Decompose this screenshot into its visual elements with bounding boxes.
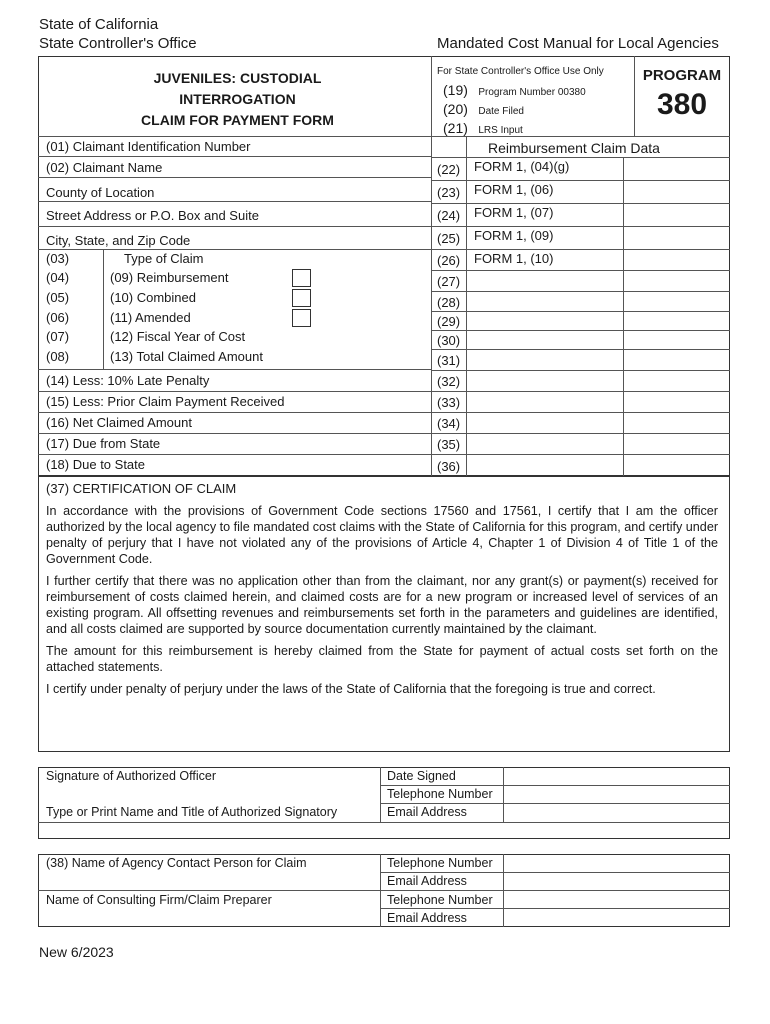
county-label: County of Location — [46, 185, 155, 200]
reimbursement-row-number: (23) — [437, 185, 461, 200]
claim-type-row-label: (09) Reimbursement — [110, 270, 229, 285]
claim-type-row-label: (13) Total Claimed Amount — [110, 349, 263, 364]
contact-telephone-label: Telephone Number — [387, 856, 493, 870]
reimbursement-row-label: FORM 1, (10) — [474, 251, 554, 266]
reimbursement-row-number: (32) — [437, 374, 461, 389]
program-number: 380 — [656, 88, 708, 121]
agency-contact-label: (38) Name of Agency Contact Person for Claim — [46, 856, 307, 870]
f20-row[interactable] — [443, 101, 524, 119]
reimbursement-row-number: (25) — [437, 231, 461, 246]
claim-type-row-label: (10) Combined — [110, 290, 196, 305]
reimbursement-row-number: (30) — [437, 333, 461, 348]
city-label: City, State, and Zip Code — [46, 233, 191, 248]
due-to-state-label: (18) Due to State — [46, 457, 145, 472]
f21-number: (21) — [443, 120, 468, 136]
combined-checkbox[interactable] — [292, 289, 311, 307]
telephone-label: Telephone Number — [387, 787, 493, 801]
reimbursement-row-number: (35) — [437, 437, 461, 452]
claimant-name-label: (02) Claimant Name — [46, 160, 163, 175]
reimbursement-row-value[interactable] — [624, 413, 729, 433]
late-penalty-label: (14) Less: 10% Late Penalty — [46, 373, 210, 388]
net-claimed-label: (16) Net Claimed Amount — [46, 415, 192, 430]
form-title — [130, 68, 345, 131]
certification-text — [46, 503, 718, 703]
street-label: Street Address or P.O. Box and Suite — [46, 208, 259, 223]
prior-payment-label: (15) Less: Prior Claim Payment Received — [46, 394, 285, 409]
consultant-email-label: Email Address — [387, 911, 467, 925]
reimbursement-row-value[interactable] — [624, 350, 729, 370]
reimbursement-row-value[interactable] — [624, 227, 729, 249]
reimbursement-row-value[interactable] — [624, 181, 729, 203]
due-from-state-label: (17) Due from State — [46, 436, 161, 451]
reimbursement-row-number: (31) — [437, 353, 461, 368]
claim-type-row-number: (07) — [46, 329, 70, 344]
contact-email-label: Email Address — [387, 874, 467, 888]
claim-type-row-label: Type of Claim — [124, 251, 204, 266]
reimbursement-heading: Reimbursement Claim Data — [488, 140, 660, 156]
consultant-telephone-label: Telephone Number — [387, 893, 493, 907]
reimbursement-row-value[interactable] — [624, 271, 729, 291]
claim-type-row-number: (03) — [46, 251, 70, 266]
reimbursement-row-number: (26) — [437, 253, 461, 268]
f20-label: Date Filed — [478, 106, 524, 117]
claim-type-row-number: (08) — [46, 349, 70, 364]
reimbursement-row-number: (24) — [437, 208, 461, 223]
reimbursement-row-label: FORM 1, (04)(g) — [474, 159, 570, 174]
reimbursement-row-number: (33) — [437, 395, 461, 410]
f21-label: LRS Input — [478, 125, 523, 136]
claimant-id-label: (01) Claimant Identification Number — [46, 139, 251, 154]
reimbursement-row-number: (27) — [437, 274, 461, 289]
email-label: Email Address — [387, 805, 467, 819]
date-signed-label: Date Signed — [387, 769, 456, 783]
reimbursement-row-value[interactable] — [624, 312, 729, 330]
certification-paragraph-4: I certify under penalty of perjury under the laws of the State of California that the foregoing is true and correct. — [46, 682, 656, 696]
contact-telephone-field[interactable] — [504, 855, 729, 872]
reimbursement-row-value[interactable] — [624, 331, 729, 349]
reimbursement-row-label: FORM 1, (09) — [474, 228, 554, 243]
reimbursement-row-value[interactable] — [624, 392, 729, 412]
reimbursement-row-number: (28) — [437, 295, 461, 310]
program-label: PROGRAM — [642, 67, 722, 84]
claim-type-row-number: (05) — [46, 290, 70, 305]
manual-title: Mandated Cost Manual for Local Agencies — [437, 35, 719, 52]
claim-type-row-label: (11) Amended — [110, 310, 191, 325]
certification-heading: (37) CERTIFICATION OF CLAIM — [46, 481, 237, 496]
claim-type-row-label: (12) Fiscal Year of Cost — [110, 329, 246, 344]
reimbursement-row-value[interactable] — [624, 434, 729, 454]
reimbursement-row-value[interactable] — [624, 250, 729, 270]
sco-use-only-label: For State Controller's Office Use Only — [437, 66, 604, 77]
certification-paragraph-3: The amount for this reimbursement is hereby claimed from the State for payment of actual costs set forth on the attached statements. — [46, 644, 718, 674]
form-title-line3: CLAIM FOR PAYMENT FORM — [141, 112, 334, 128]
f19-number: (19) — [443, 82, 468, 98]
claim-type-row-number: (06) — [46, 310, 70, 325]
f19-label: Program Number 00380 — [478, 87, 586, 98]
reimbursement-row-label: FORM 1, (06) — [474, 182, 554, 197]
contact-email-field[interactable] — [504, 873, 729, 890]
form-title-line2: INTERROGATION — [179, 91, 296, 107]
telephone-field[interactable] — [504, 786, 729, 803]
reimbursement-checkbox[interactable] — [292, 269, 311, 287]
reimbursement-row-value[interactable] — [624, 158, 729, 180]
consultant-email-field[interactable] — [504, 909, 729, 926]
signatory-name-label: Type or Print Name and Title of Authorized Signatory — [46, 805, 338, 819]
amended-checkbox[interactable] — [292, 309, 311, 327]
state-label: State of California — [39, 16, 159, 33]
date-signed-field[interactable] — [504, 768, 729, 785]
certification-paragraph-2: I further certify that there was no application other than from the claimant, nor any grant(s) or payment(s) received for reimbursement of costs claimed herein, and claimed costs are for a new program or increased level of services of an existing program. All offsetting revenues and reimbursements set forth in the parameters and guidelines are identified, and all costs claimed are supported by source documentation currently maintained by the claimant. — [46, 574, 718, 636]
reimbursement-row-number: (22) — [437, 162, 461, 177]
reimbursement-row-value[interactable] — [624, 292, 729, 311]
reimbursement-row-value[interactable] — [624, 204, 729, 226]
reimbursement-row-value[interactable] — [624, 371, 729, 391]
form-title-line1: JUVENILES: CUSTODIAL — [153, 70, 322, 86]
email-field[interactable] — [504, 804, 729, 821]
reimbursement-row-value[interactable] — [624, 455, 729, 476]
signature-officer-label: Signature of Authorized Officer — [46, 769, 217, 783]
reimbursement-row-number: (29) — [437, 314, 461, 329]
consultant-telephone-field[interactable] — [504, 891, 729, 908]
f20-number: (20) — [443, 101, 468, 117]
claim-type-row-number: (04) — [46, 270, 70, 285]
reimbursement-row-number: (36) — [437, 459, 461, 474]
consulting-firm-label: Name of Consulting Firm/Claim Preparer — [46, 893, 272, 907]
reimbursement-row-number: (34) — [437, 416, 461, 431]
certification-paragraph-1: In accordance with the provisions of Government Code sections 17560 and 17561, I certify that I am the officer authorized by the local agency to file mandated cost claims with the State of California for this program, and certify under penalty of perjury that I have not violated any of the provisions of Article 4, Chapter 1 of Division 4 of Title 1 of the Government Code. — [46, 504, 719, 566]
reimbursement-row-label: FORM 1, (07) — [474, 205, 554, 220]
f19-row[interactable] — [443, 82, 586, 100]
form-version: New 6/2023 — [39, 944, 114, 960]
office-label: State Controller's Office — [39, 35, 197, 52]
